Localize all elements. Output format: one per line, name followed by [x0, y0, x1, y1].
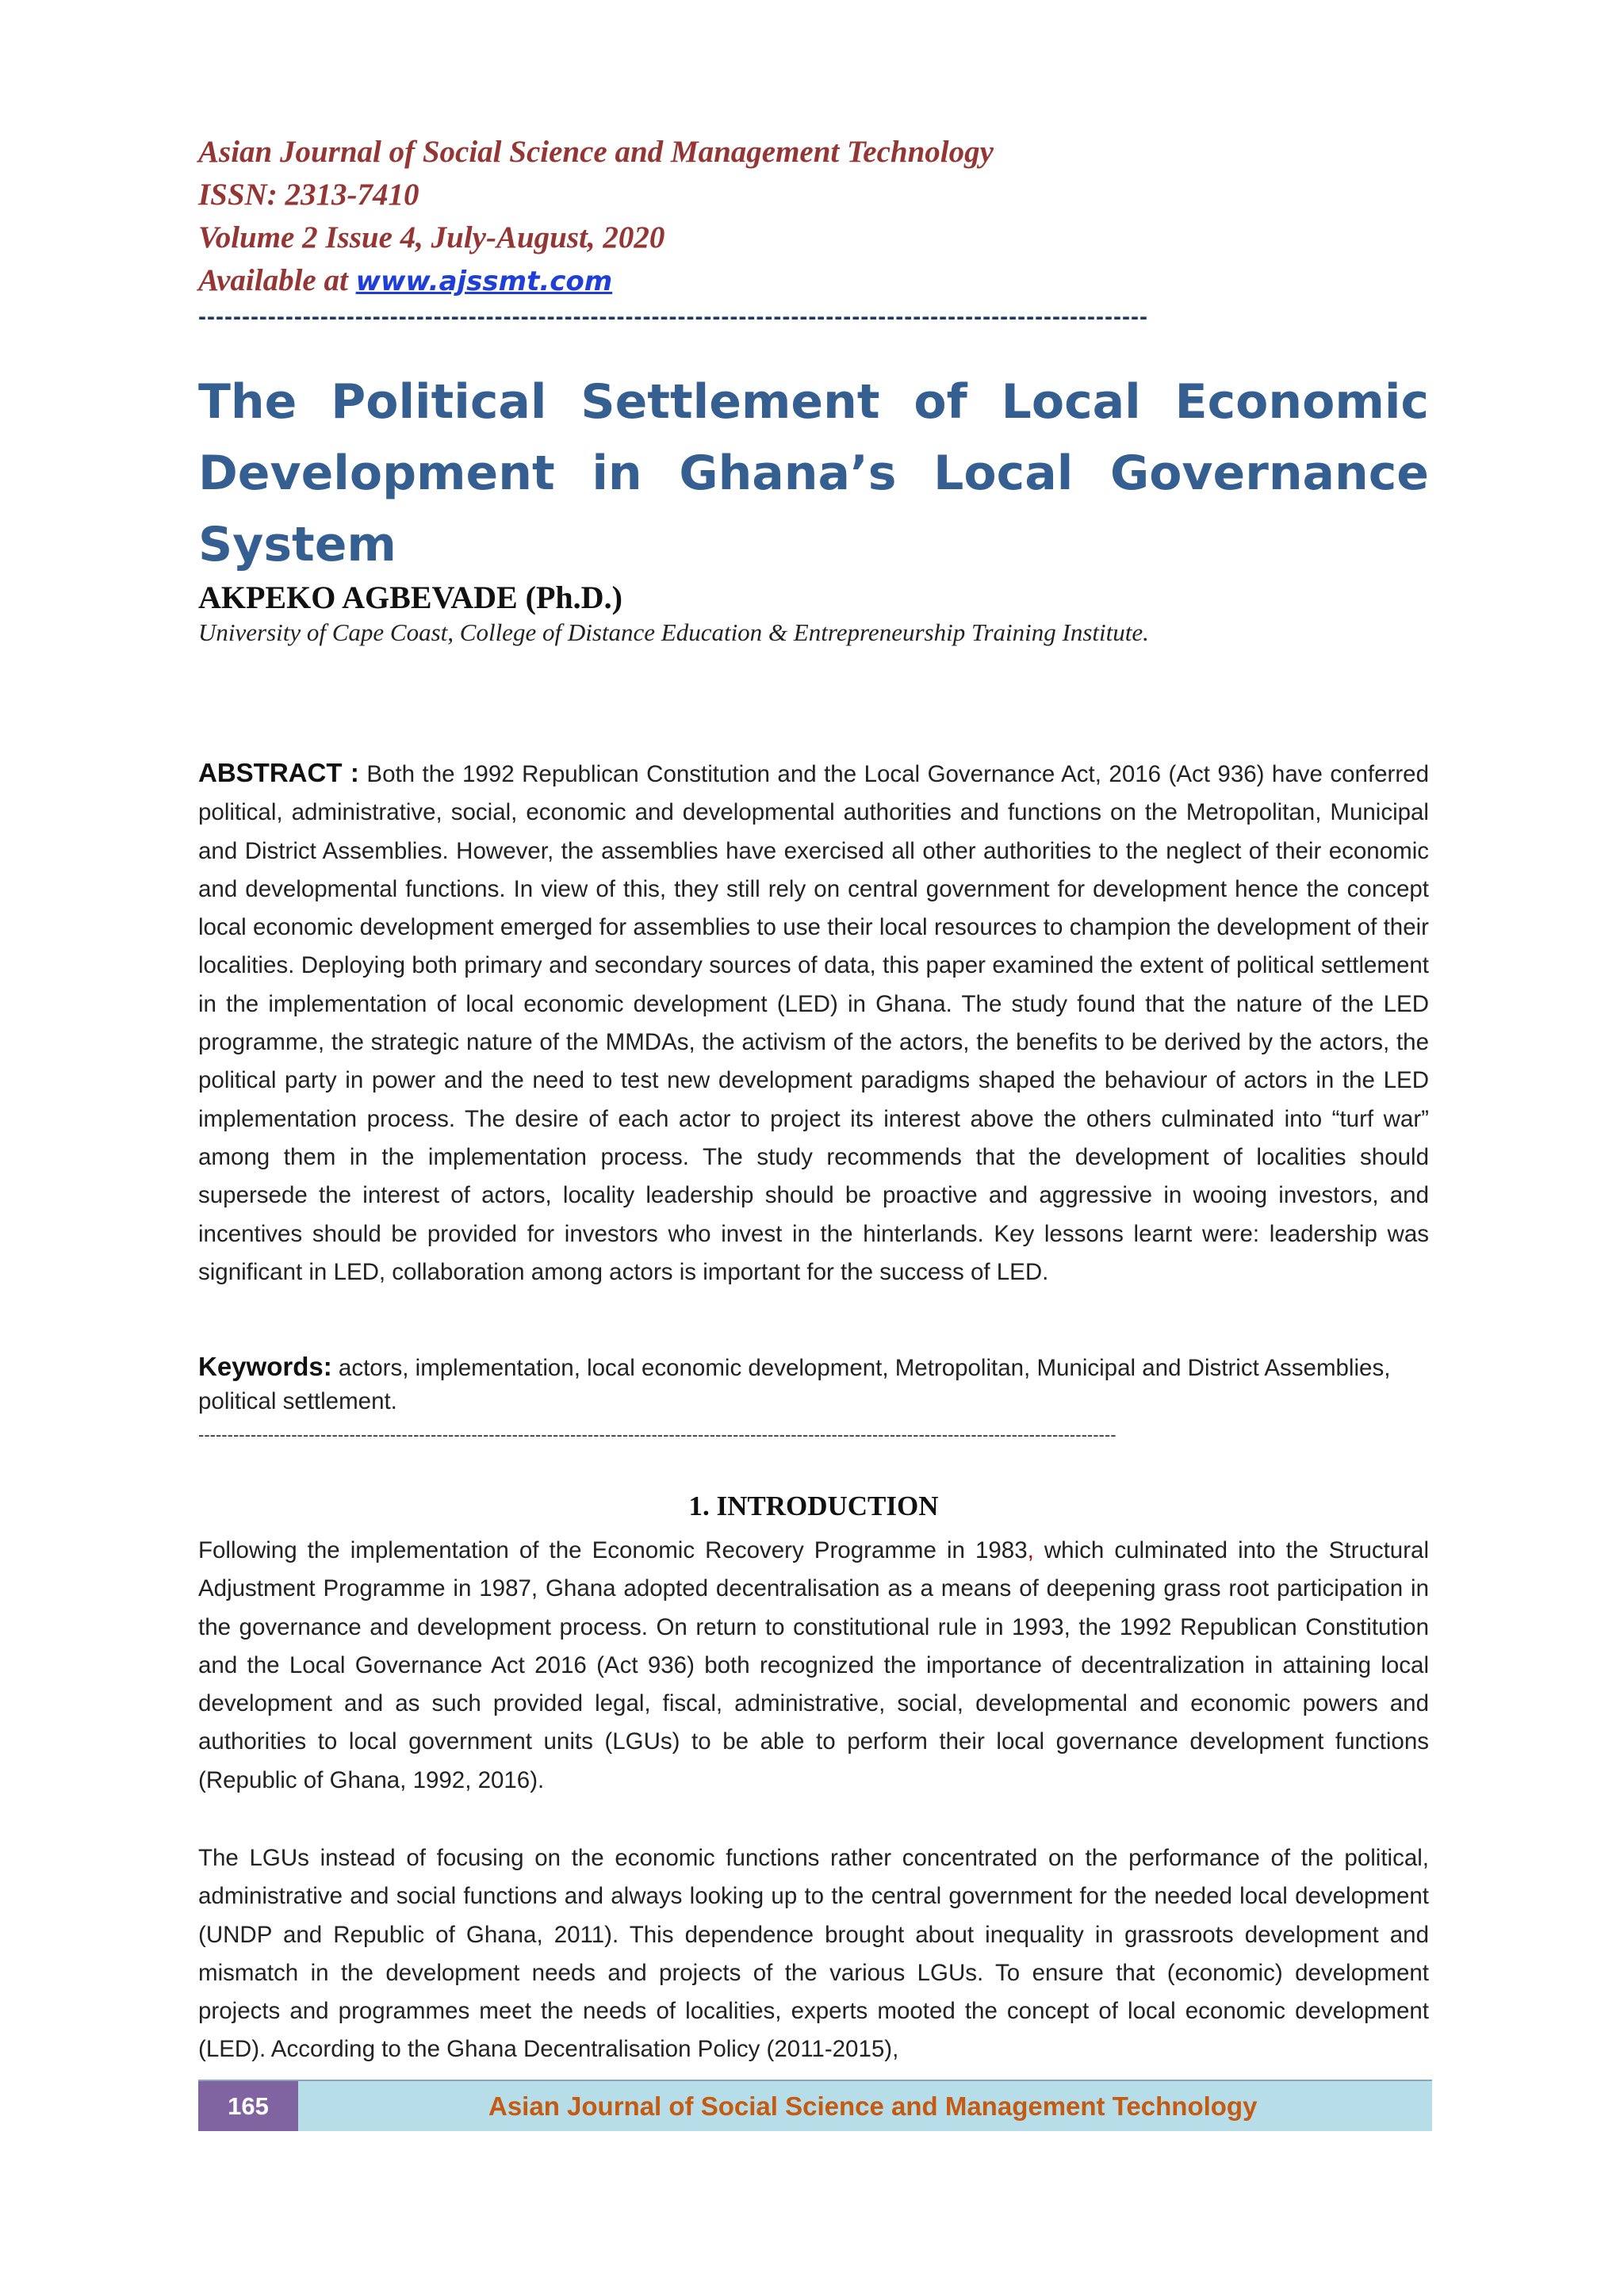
paper-title — [198, 366, 1429, 580]
title-word: Local — [1001, 374, 1141, 430]
abstract-label: ABSTRACT : — [198, 758, 359, 787]
title-line-1 — [198, 366, 1429, 438]
intro-paragraph-2: The LGUs instead of focusing on the economic functions rather concentrated on the performance of the political, administrative and social functions and always looking up to the central government for the needed local development (UNDP and Republic of Ghana, 2011). This dependence brought about inequality in grassroots development and mismatch in the development needs and projects of the various LGUs. To ensure that (economic) development projects and programmes meet the needs of localities, experts mooted the concept of local economic development (LED). According to the Ghana Decentralisation Policy (2011-2015), — [198, 1845, 1429, 2063]
keywords — [198, 1350, 1429, 1418]
intro-p1-comma: , — [1027, 1537, 1034, 1563]
abstract-divider: -------------------------------------------------------------------------------------------------------------------------------------------------------------- — [198, 1425, 1116, 1445]
journal-header — [198, 131, 994, 303]
intro-p1-part-b: which culminated into the Structural Adjustment Programme in 1987, Ghana adopted decentralisation as a means of deepening grass root participation in the governance and development process. On return to constitutional rule in 1993, the 1992 Republican Constitution and the Local Governance Act 2016 (Act 936) both recognized the importance of decentralization in attaining local development and as such provided legal, fiscal, administrative, social, developmental and economic powers and authorities to local government units (LGUs) to be able to perform their local governance development functions (Republic of Ghana, 1992, 2016). — [198, 1537, 1429, 1793]
intro-paragraph-1 — [198, 1532, 1429, 1800]
author-name: AKPEKO AGBEVADE (Ph.D.) — [198, 580, 622, 615]
abstract-text: Both the 1992 Republican Constitution and the Local Governance Act, 2016 (Act 936) have conferred political, administrative, social, economic and developmental authorities and functions on the Metropolitan, Municipal and District Assemblies. However, the assemblies have exercised all other authorities to the neglect of their economic and developmental functions. In view of this, they still rely on central government for development hence the concept local economic development emerged for assemblies to use their local resources to champion the development of their localities. Deploying both primary and secondary sources of data, this paper examined the extent of political settlement in the implementation of local economic development (LED) in Ghana. The study found that the nature of the LED programme, the strategic nature of the MMDAs, the activism of the actors, the benefits to be derived by the actors, the political party in power and the need to test new development paradigms shaped the behaviour of actors in the LED implementation process. The desire of each actor to project its interest above the others culminated into “turf war” among them in the implementation process. The study recommends that the development of localities should supersede the interest of actors, locality leadership should be proactive and aggressive in wooing investors, and incentives should be provided for investors who invest in the hinterlands. Key lessons learnt were: leadership was significant in LED, collaboration among actors is important for the success of LED. — [198, 761, 1429, 1285]
keywords-text: actors, implementation, local economic development, Metropolitan, Municipal and District Assemblies, political settlement. — [198, 1355, 1391, 1414]
author-affiliation: University of Cape Coast, College of Distance Education & Entrepreneurship Training Institute. — [198, 618, 1149, 646]
section-heading-introduction: 1. INTRODUCTION — [688, 1490, 939, 1521]
paper-page — [198, 0, 1432, 2296]
abstract — [198, 754, 1429, 1292]
title-word: Settlement — [580, 374, 880, 430]
title-word: Economic — [1174, 374, 1429, 430]
footer-journal-name: Asian Journal of Social Science and Management Technology — [298, 2081, 1432, 2131]
page-footer — [198, 2080, 1432, 2131]
journal-availability — [198, 259, 994, 303]
title-word: Political — [331, 374, 547, 430]
title-line-2: Development in Ghana’s Local Governance System — [198, 446, 1429, 572]
journal-website-link[interactable]: www.ajssmt.com — [355, 266, 613, 297]
available-prefix: Available at — [198, 263, 348, 297]
journal-volume: Volume 2 Issue 4, July-August, 2020 — [198, 220, 665, 254]
header-divider: ------------------------------------------------------------------------------------------------------------- — [198, 304, 1148, 330]
keywords-label: Keywords: — [198, 1352, 332, 1381]
journal-name: Asian Journal of Social Science and Management Technology — [198, 135, 994, 169]
title-word: The — [198, 374, 297, 430]
journal-issn: ISSN: 2313-7410 — [198, 178, 419, 212]
page-number: 165 — [198, 2081, 298, 2131]
intro-p1-part-a: Following the implementation of the Economic Recovery Programme in 1983 — [198, 1537, 1028, 1563]
title-word: of — [914, 374, 967, 430]
